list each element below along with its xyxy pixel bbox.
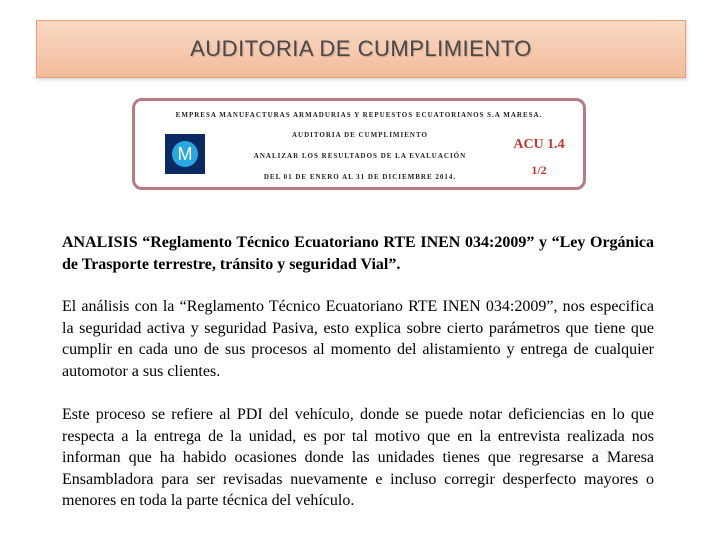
reference-box (499, 125, 579, 185)
title-banner (36, 20, 686, 78)
paragraph-2: Este proceso se refiere al PDI del vehículo, donde se puede notar deficiencias en lo que respecta a la entrega de la unidad, es por tal motivo que en la entrevista realizada nos informan que ha habido ocasiones donde las unidades tienes que regresarse a Maresa Ensambladora para ser revisadas nuevamente e incluso corregir desperfecto mayores o menores en toda la parte técnica del vehículo. (62, 406, 654, 509)
page-title: AUDITORIA DE CUMPLIMIENTO (190, 36, 532, 61)
audit-task: ANALIZAR LOS RESULTADOS DE LA EVALUACIÓN (253, 152, 467, 160)
page-number: 1/2 (531, 163, 547, 177)
company-name: EMPRESA MANUFACTURAS ARMADURIAS Y REPUESTOS ECUATORIANOS S.A MARESA. (175, 111, 543, 119)
analysis-heading: ANALISIS “Reglamento Técnico Ecuatoriano RTE INEN 034:2009” y “Ley Orgánica de Trasporte terrestre, tránsito y seguridad Vial”. (62, 234, 654, 273)
logo-letter: M (172, 141, 198, 167)
maresa-logo (165, 134, 205, 174)
audit-period: DEL 01 DE ENERO AL 31 DE DICIEMBRE 2014. (263, 173, 457, 181)
paragraph-1: El análisis con la “Reglamento Técnico Ecuatoriano RTE INEN 034:2009”, nos especifica la seguridad activa y seguridad Pasiva, esto explica sobre cierto parámetros que tiene que cumplir en cada uno de sus procesos al momento del alistamiento y entrega de cualquier automotor a sus clientes. (62, 298, 654, 380)
reference-code: ACU 1.4 (513, 137, 565, 152)
document-header (132, 98, 586, 190)
audit-subtitle: AUDITORIA DE CUMPLIMIENTO (292, 131, 428, 139)
